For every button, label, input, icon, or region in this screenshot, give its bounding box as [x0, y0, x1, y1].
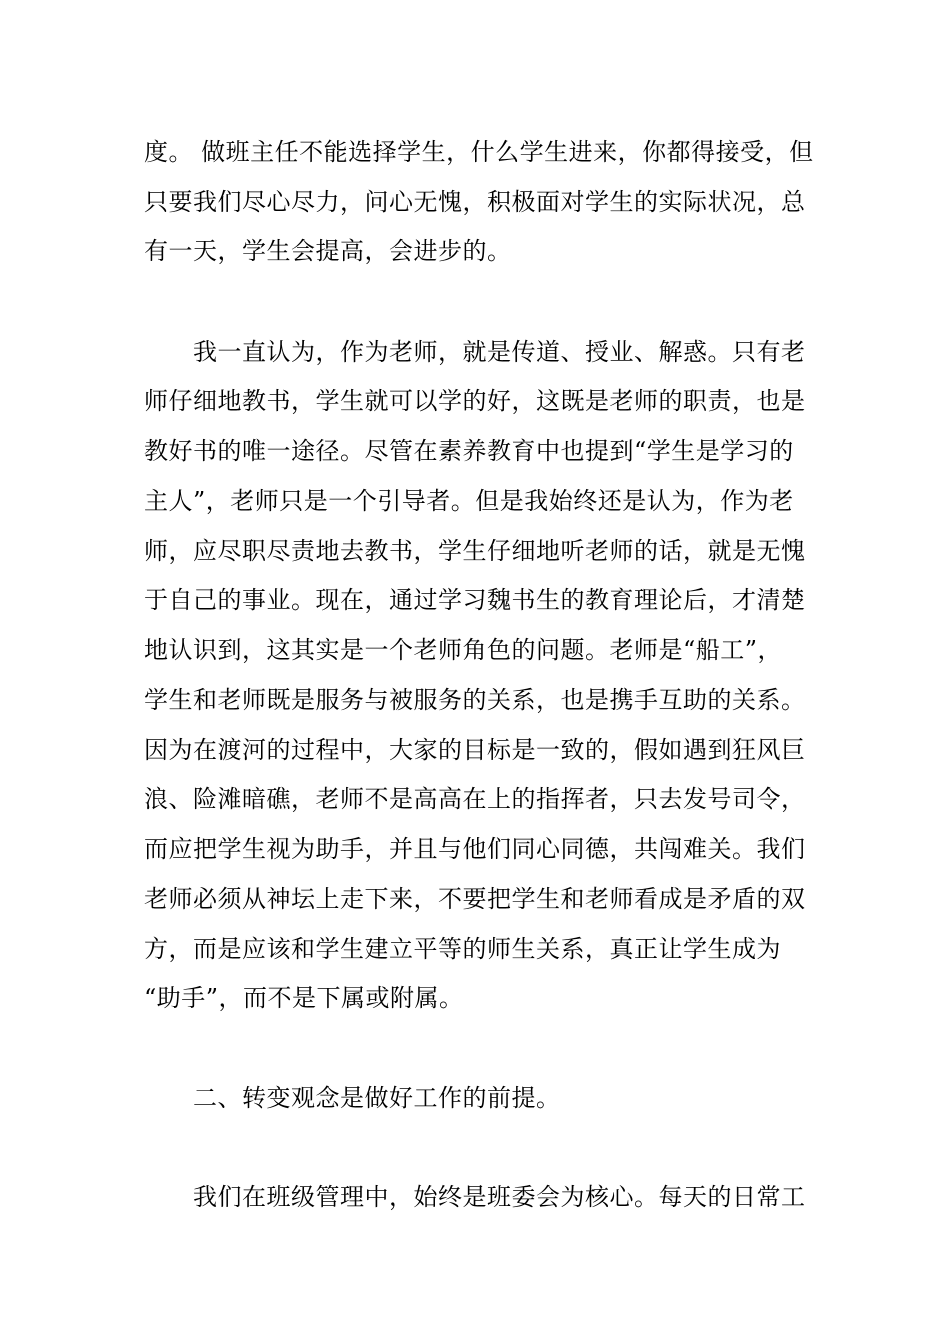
paragraph-first-line: 我们在班级管理中，始终是班委会为核心。每天的日常工 — [193, 1183, 806, 1211]
text-line: 有一天，学生会提高，会进步的。 — [144, 237, 512, 265]
text-line: 主人”，老师只是一个引导者。但是我始终还是认为，作为老 — [144, 487, 794, 515]
text-line: 方，而是应该和学生建立平等的师生关系，真正让学生成为 — [144, 935, 781, 963]
text-line: 师，应尽职尽责地去教书，学生仔细地听老师的话，就是无愧 — [144, 537, 806, 565]
text-line: 浪、险滩暗礁，老师不是高高在上的指挥者，只去发号司令， — [144, 785, 806, 813]
text-line: “助手”，而不是下属或附属。 — [144, 984, 464, 1012]
text-line: 度。 做班主任不能选择学生，什么学生进来，你都得接受，但 — [144, 138, 814, 166]
text-line: 因为在渡河的过程中，大家的目标是一致的，假如遇到狂风巨 — [144, 736, 806, 764]
text-line: 于自己的事业。现在，通过学习魏书生的教育理论后，才清楚 — [144, 586, 806, 614]
text-line: 而应把学生视为助手，并且与他们同心同德，共闯难关。我们 — [144, 835, 806, 863]
section-heading: 二、转变观念是做好工作的前提。 — [193, 1084, 561, 1112]
text-line: 学生和老师既是服务与被服务的关系，也是携手互助的关系。 — [144, 686, 806, 714]
text-line: 老师必须从神坛上走下来，不要把学生和老师看成是矛盾的双 — [144, 885, 806, 913]
text-line: 教好书的唯一途径。尽管在素养教育中也提到“学生是学习的 — [144, 437, 794, 465]
paragraph-first-line: 我一直认为，作为老师，就是传道、授业、解惑。只有老 — [193, 338, 806, 366]
text-line: 只要我们尽心尽力，问心无愧，积极面对学生的实际状况，总 — [144, 188, 806, 216]
text-line: 师仔细地教书，学生就可以学的好，这既是老师的职责，也是 — [144, 387, 806, 415]
text-line: 地认识到，这其实是一个老师角色的问题。老师是“船工”， — [144, 636, 783, 664]
